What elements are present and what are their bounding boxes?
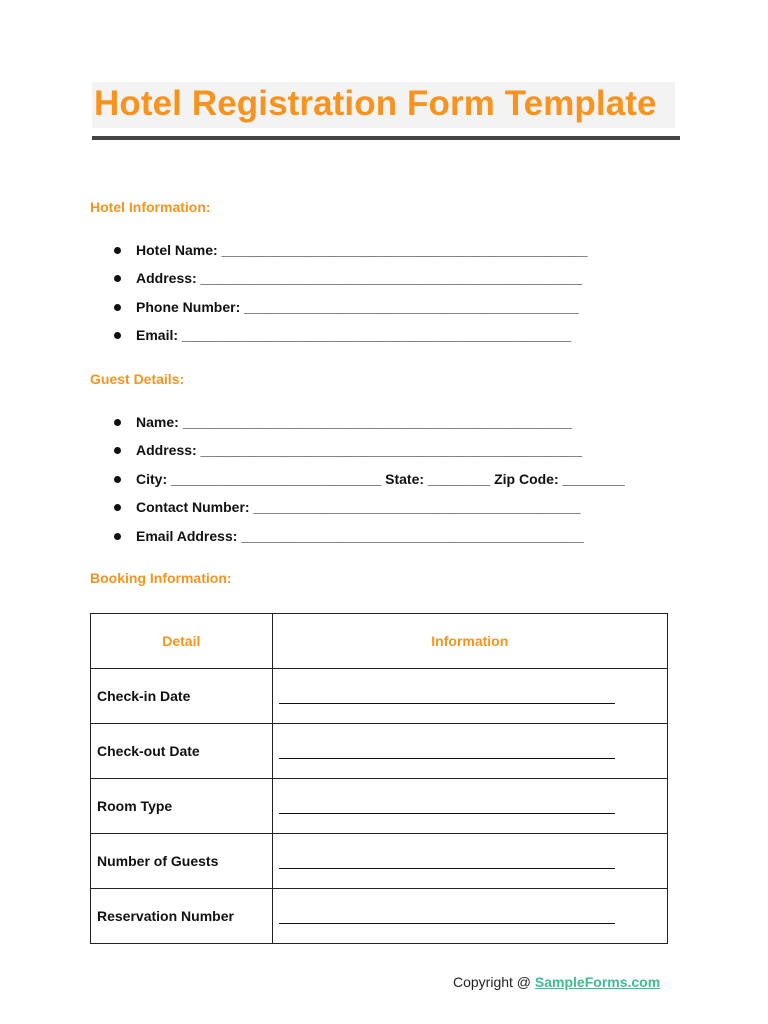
copyright-footer xyxy=(453,974,660,990)
fill-in-line xyxy=(279,702,615,704)
bullet-icon xyxy=(114,304,121,311)
row-label-check-in-date: Check-in Date xyxy=(91,669,273,724)
guest-contact-number-field[interactable]: Contact Number: __________________________________________ xyxy=(136,499,581,516)
booking-table xyxy=(90,613,668,944)
guest-name-field[interactable]: Name: __________________________________________________ xyxy=(136,414,572,430)
table-row xyxy=(91,669,668,724)
bullet-icon xyxy=(114,533,121,540)
guest-email-field[interactable]: Email Address: ____________________________________________ xyxy=(136,527,584,544)
hotel-address-field[interactable]: Address: _________________________________________________ xyxy=(136,270,583,287)
booking-info-heading: Booking Information: xyxy=(90,570,232,586)
table-row xyxy=(91,834,668,889)
bullet-icon xyxy=(114,476,121,483)
check-in-date-field[interactable] xyxy=(272,669,667,724)
hotel-info-heading: Hotel Information: xyxy=(90,199,211,215)
bullet-icon xyxy=(114,247,121,254)
room-type-field[interactable] xyxy=(272,779,667,834)
hotel-email-field[interactable]: Email: __________________________________________________ xyxy=(136,327,572,344)
column-header-detail: Detail xyxy=(91,614,273,669)
hotel-name-field[interactable]: Hotel Name: _______________________________________________ xyxy=(136,242,588,258)
bullet-icon xyxy=(114,447,121,454)
check-out-date-field[interactable] xyxy=(272,724,667,779)
bullet-icon xyxy=(114,332,121,339)
row-label-check-out-date: Check-out Date xyxy=(91,724,273,779)
table-row xyxy=(91,889,668,944)
sampleforms-link[interactable]: SampleForms.com xyxy=(534,974,661,990)
fill-in-line xyxy=(279,812,615,814)
reservation-number-field[interactable] xyxy=(272,889,667,944)
fill-in-line xyxy=(279,867,615,869)
number-of-guests-field[interactable] xyxy=(272,834,667,889)
table-row xyxy=(91,779,668,834)
guest-details-heading: Guest Details: xyxy=(90,371,185,387)
bullet-icon xyxy=(114,504,121,511)
bullet-icon xyxy=(114,275,121,282)
title-underline-rule xyxy=(92,136,680,140)
row-label-number-of-guests: Number of Guests xyxy=(91,834,273,889)
row-label-room-type: Room Type xyxy=(91,779,273,834)
page-title: Hotel Registration Form Template xyxy=(94,84,657,123)
fill-in-line xyxy=(279,922,615,924)
column-header-information: Information xyxy=(272,614,667,669)
hotel-phone-field[interactable]: Phone Number: ___________________________________________ xyxy=(136,298,579,315)
fill-in-line xyxy=(279,757,615,759)
bullet-icon xyxy=(114,419,121,426)
guest-city-state-zip-field[interactable]: City: ___________________________ State: ________ Zip Code: ________ xyxy=(136,470,625,487)
table-header-row xyxy=(91,614,668,669)
row-label-reservation-number: Reservation Number xyxy=(91,889,273,944)
table-row xyxy=(91,724,668,779)
guest-address-field[interactable]: Address: _________________________________________________ xyxy=(136,442,583,459)
copyright-prefix: Copyright @ xyxy=(453,974,535,990)
